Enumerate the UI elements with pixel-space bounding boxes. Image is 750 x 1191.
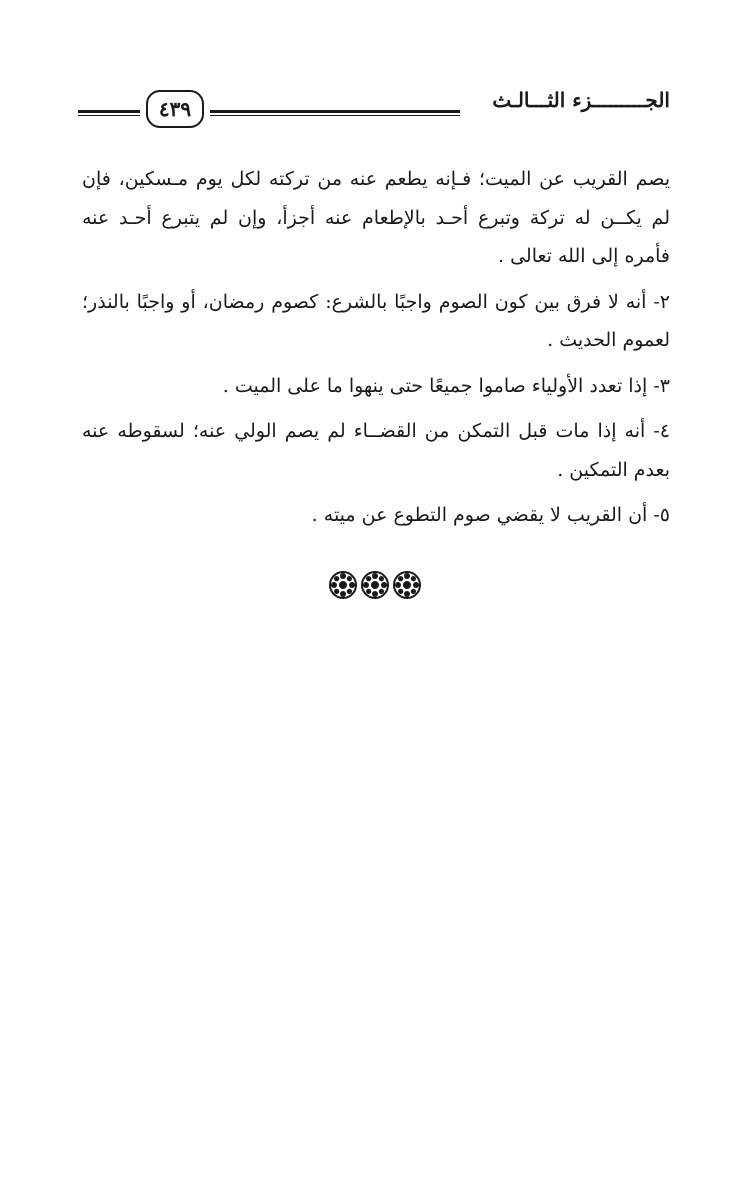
list-item-number: ٢- [653, 290, 670, 313]
running-header [78, 84, 670, 146]
list-item [82, 283, 670, 360]
list-item-number: ٥- [653, 504, 670, 526]
list-item-text: أنه لا فرق بين كون الصوم واجبًا بالشرع: كصوم رمضان، أو واجبًا بالنذر؛ لعموم الحديث . [82, 290, 670, 351]
list-item-text: أن القريب لا يقضي صوم التطوع عن ميته . [311, 504, 648, 526]
list-item-text: أنه إذا مات قبل التمكن من القضــاء لم يصم الولي عنه؛ لسقوطه عنه بعدم التمكين . [82, 420, 670, 481]
intro-paragraph: يصم القريب عن الميت؛ فـإنه يطعم عنه من تركته لكل يوم مـسكين، فإن لم يكــن له تركة وتبرع أحـد بالإطعام عنه أجزأ، وإن لم يتبرع أحـد عنه فأمره إلى الله تعالى . [82, 168, 670, 267]
flower-ornament-icon [360, 570, 390, 600]
page-number: ٤٣٩ [158, 97, 192, 121]
header-title: الجـــــــــزء الثـــالـث [492, 88, 670, 112]
flower-ornament-icon [328, 570, 358, 600]
flower-ornament-icon [392, 570, 422, 600]
list-item [82, 412, 670, 489]
section-ornament [0, 570, 750, 600]
list-item [82, 496, 670, 535]
page-body [82, 160, 670, 542]
list-item-number: ٣- [653, 374, 670, 397]
page-number-frame [146, 90, 204, 128]
list-item-number: ٤- [653, 420, 670, 442]
list-item-text: إذا تعدد الأولياء صاموا جميعًا حتى ينهوا ما على الميت . [222, 374, 648, 397]
list-item [82, 367, 670, 406]
